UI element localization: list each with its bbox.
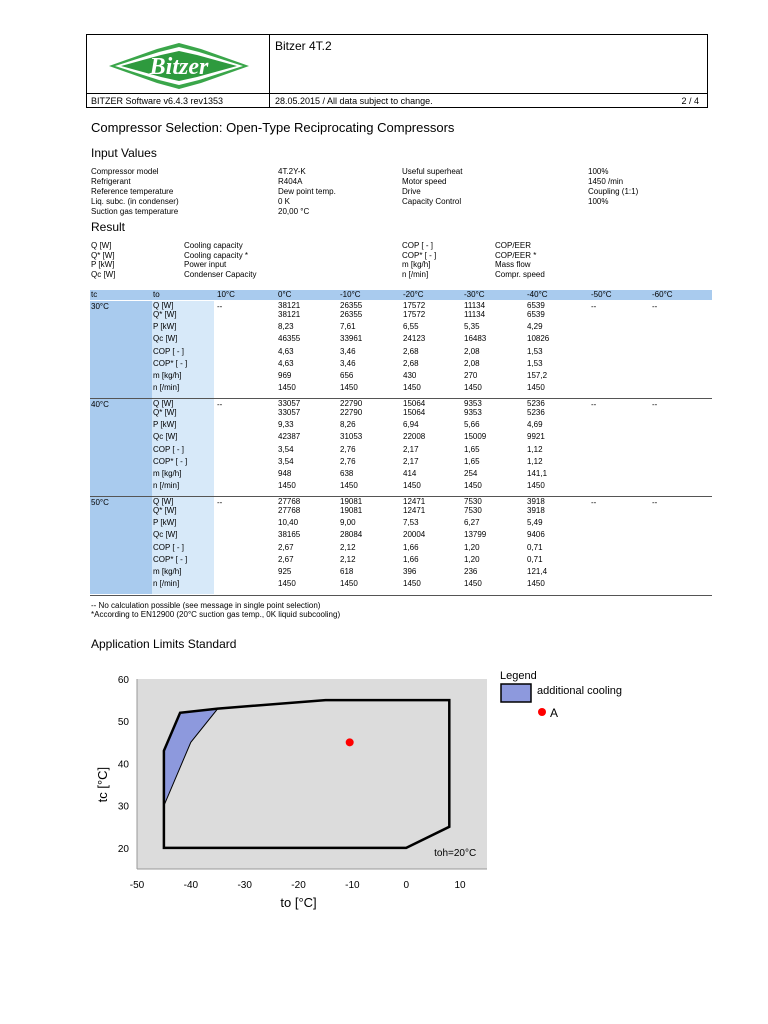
table-cell: 1450 [464, 579, 482, 589]
table-cell: 396 [403, 567, 417, 576]
table-cell: 22790 [340, 408, 363, 417]
table-cell: 1450 [527, 579, 545, 589]
symbol: COP* [ - ] [402, 250, 437, 260]
table-cell: 15064 [403, 399, 426, 408]
legend-marker-point-a [538, 708, 546, 716]
table-cell: 6539 [527, 301, 545, 310]
row-label: COP* [ - ] [153, 358, 188, 368]
symbol: m [kg/h] [402, 260, 431, 269]
table-cell: 11134 [464, 301, 486, 310]
symbol-description: Cooling capacity * [184, 250, 249, 260]
row-label: COP [ - ] [153, 542, 184, 552]
svg-text:Bitzer: Bitzer [149, 54, 209, 80]
legend-label-point-a: A [550, 706, 559, 720]
table-cell: 5,49 [527, 518, 543, 528]
table-cell: 2,67 [278, 554, 294, 564]
y-tick-label: 20 [117, 843, 129, 855]
table-cell: 3,46 [340, 346, 356, 356]
table-cell: 16483 [464, 334, 487, 344]
result-heading: Result [91, 220, 126, 234]
footnote-no-calc: -- No calculation possible (see message in single point selection) [91, 601, 321, 610]
table-cell: 656 [340, 371, 354, 380]
table-cell: 430 [403, 371, 417, 380]
table-cell: 618 [340, 567, 354, 576]
table-cell: 2,08 [464, 346, 480, 356]
footnote-en12900: *According to EN12900 (20°C suction gas temp., 0K liquid subcooling) [91, 610, 341, 619]
table-cell: 12471 [403, 497, 426, 506]
table-cell: 13799 [464, 530, 487, 540]
table-cell: 22790 [340, 399, 363, 408]
row-label: COP* [ - ] [153, 554, 188, 564]
table-cell: 1450 [464, 383, 482, 393]
table-cell: 9,00 [340, 518, 356, 528]
no-calc-cell: -- [591, 302, 597, 311]
symbol: n [/min] [402, 269, 429, 279]
row-label: m [kg/h] [153, 567, 182, 576]
table-cell: 6,27 [464, 518, 480, 528]
table-cell: 8,23 [278, 322, 294, 332]
symbol-description: Mass flow [495, 260, 531, 269]
table-cell: 254 [464, 469, 478, 478]
row-label: m [kg/h] [153, 469, 182, 478]
row-label: P [kW] [153, 322, 177, 332]
input-value: 4T.2Y-K [278, 167, 306, 176]
table-cell: 27768 [278, 506, 301, 515]
table-cell: 17572 [403, 301, 426, 310]
input-value: R404A [278, 177, 303, 186]
table-cell: 121,4 [527, 567, 548, 576]
table-cell: 2,12 [340, 554, 356, 564]
column-header: to [153, 290, 160, 299]
column-header: -50°C [591, 290, 612, 299]
plot-background [137, 679, 487, 869]
table-cell: 157,2 [527, 371, 548, 380]
table-cell: 4,63 [278, 358, 294, 368]
table-cell: 270 [464, 371, 478, 380]
table-cell: 24123 [403, 334, 426, 344]
group-divider [90, 496, 712, 497]
table-cell: 6,55 [403, 322, 419, 332]
table-cell: 1,66 [403, 542, 419, 552]
table-header-row [90, 290, 712, 300]
table-cell: 1,20 [464, 542, 480, 552]
header-divider-vertical [269, 35, 270, 108]
table-cell: 33961 [340, 334, 363, 344]
group-divider [90, 398, 712, 399]
input-value: Coupling (1:1) [588, 187, 639, 196]
table-cell: 17572 [403, 310, 426, 319]
table-cell: 1,20 [464, 554, 480, 564]
table-cell: 1450 [464, 481, 482, 491]
bitzer-logo [109, 43, 249, 89]
column-header: -20°C [403, 290, 424, 299]
no-calc-cell: -- [652, 400, 658, 409]
tc-column-band [90, 301, 152, 398]
table-cell: 8,26 [340, 420, 356, 430]
table-cell: 33057 [278, 408, 301, 417]
x-tick-label: -50 [129, 880, 145, 891]
table-cell: 9353 [464, 399, 482, 408]
table-cell: 9353 [464, 408, 482, 417]
row-label: COP [ - ] [153, 346, 184, 356]
table-cell: 3,54 [278, 444, 294, 454]
table-cell: 33057 [278, 399, 301, 408]
table-cell: 7530 [464, 506, 482, 515]
table-cell: 42387 [278, 432, 301, 442]
input-label: Drive [402, 187, 421, 196]
table-cell: 948 [278, 469, 292, 478]
table-cell: 1450 [403, 383, 421, 393]
table-cell: 31053 [340, 432, 363, 442]
symbol: Q [W] [91, 241, 112, 250]
table-cell: 22008 [403, 432, 426, 442]
table-cell: 38165 [278, 530, 301, 540]
y-tick-label: 40 [117, 759, 129, 771]
table-cell: 5,66 [464, 420, 480, 430]
table-cell: 1,66 [403, 554, 419, 564]
input-value: 0 K [278, 197, 291, 206]
row-label: Q* [W] [153, 408, 177, 417]
input-label: Liq. subc. (in condenser) [91, 197, 179, 206]
table-cell: 26355 [340, 301, 363, 310]
column-header: -60°C [652, 290, 673, 299]
row-label: Q* [W] [153, 506, 177, 515]
table-cell: 38121 [278, 310, 301, 319]
table-cell: 2,08 [464, 358, 480, 368]
table-cell: 2,76 [340, 456, 356, 466]
column-header: -30°C [464, 290, 485, 299]
table-cell: 1450 [340, 383, 358, 393]
table-cell: 12471 [403, 506, 426, 515]
no-calc-cell: -- [217, 302, 223, 311]
input-label: Capacity Control [402, 197, 462, 206]
no-calc-cell: -- [591, 400, 597, 409]
table-cell: 1,12 [527, 456, 543, 466]
table-cell: 4,29 [527, 322, 543, 332]
symbol-description: Condenser Capacity [184, 269, 257, 279]
y-axis-label: tc [°C] [94, 766, 110, 803]
product-title: Bitzer 4T.2 [275, 39, 332, 53]
row-label: Q [W] [153, 399, 174, 408]
table-cell: 1450 [527, 481, 545, 491]
table-cell: 9406 [527, 530, 545, 540]
legend-title: Legend [500, 670, 537, 682]
column-header: 10°C [217, 290, 235, 299]
tc-column-band [90, 497, 152, 594]
symbol: P [kW] [91, 260, 115, 269]
no-calc-cell: -- [652, 302, 658, 311]
input-values-heading: Input Values [91, 146, 157, 160]
table-cell: 10826 [527, 334, 550, 344]
tc-value: 30°C [91, 302, 109, 311]
input-label: Motor speed [402, 177, 447, 186]
legend-swatch-additional-cooling [501, 684, 531, 702]
legend-label-additional-cooling: additional cooling [537, 685, 623, 697]
table-cell: 1,53 [527, 346, 543, 356]
tc-value: 40°C [91, 400, 109, 409]
table-cell: 9,33 [278, 420, 294, 430]
table-cell: 925 [278, 567, 292, 576]
table-cell: 2,68 [403, 358, 419, 368]
y-tick-label: 30 [117, 801, 129, 813]
table-cell: 4,69 [527, 420, 543, 430]
x-axis-label: to [°C] [280, 895, 317, 910]
table-cell: 3,46 [340, 358, 356, 368]
table-cell: 141,1 [527, 469, 548, 478]
table-cell: 7530 [464, 497, 482, 506]
row-label: n [/min] [153, 383, 180, 393]
table-cell: 5236 [527, 399, 545, 408]
row-label: m [kg/h] [153, 371, 182, 380]
y-tick-label: 50 [117, 717, 129, 729]
table-group [90, 301, 712, 399]
input-value: Dew point temp. [278, 187, 336, 196]
x-tick-label: -30 [237, 880, 252, 891]
table-cell: 0,71 [527, 554, 543, 564]
row-label: Q* [W] [153, 310, 177, 319]
input-label: Refrigerant [91, 177, 131, 186]
input-value: 1450 /min [588, 177, 624, 186]
table-cell: 1,12 [527, 444, 543, 454]
input-value: 100% [588, 197, 609, 206]
no-calc-cell: -- [591, 498, 597, 507]
table-cell: 20004 [403, 530, 426, 540]
symbol-description: Cooling capacity [184, 241, 243, 250]
table-cell: 0,71 [527, 542, 543, 552]
column-header: -10°C [340, 290, 361, 299]
result-symbol-legend [91, 241, 711, 281]
column-header: tc [91, 290, 98, 299]
symbol: Q* [W] [91, 250, 115, 260]
table-cell: 3918 [527, 506, 545, 515]
table-bottom-line [90, 595, 712, 596]
x-tick-label: 0 [403, 880, 410, 891]
table-cell: 6,94 [403, 420, 419, 430]
symbol-description: COP/EER * [495, 250, 537, 260]
page-title: Compressor Selection: Open-Type Reciprocating Compressors [91, 120, 455, 135]
y-tick-label: 60 [117, 675, 129, 686]
application-limits-chart [90, 668, 650, 910]
table-cell: 38121 [278, 301, 301, 310]
table-cell: 1,65 [464, 456, 480, 466]
table-cell: 969 [278, 371, 292, 380]
table-cell: 1450 [403, 481, 421, 491]
table-cell: 2,17 [403, 444, 419, 454]
row-label: Q [W] [153, 497, 174, 506]
table-cell: 236 [464, 567, 478, 576]
symbol-description: COP/EER [495, 241, 532, 250]
row-label: n [/min] [153, 481, 180, 491]
table-cell: 6539 [527, 310, 545, 319]
table-cell: 7,53 [403, 518, 419, 528]
tc-column-band [90, 399, 152, 496]
row-label: P [kW] [153, 518, 177, 528]
input-values-table [91, 167, 711, 217]
table-cell: 1450 [340, 579, 358, 589]
table-cell: 638 [340, 469, 354, 478]
table-cell: 19081 [340, 497, 363, 506]
table-cell: 1,53 [527, 358, 543, 368]
table-group [90, 399, 712, 497]
no-calc-cell: -- [217, 498, 223, 507]
column-header: 0°C [278, 290, 292, 299]
table-cell: 27768 [278, 497, 301, 506]
symbol: Qc [W] [91, 269, 116, 279]
row-label: Qc [W] [153, 334, 178, 344]
table-cell: 28084 [340, 530, 363, 540]
column-header: -40°C [527, 290, 548, 299]
date-note: 28.05.2015 / All data subject to change. [275, 96, 433, 106]
input-label: Reference temperature [91, 187, 174, 196]
table-cell: 1450 [278, 481, 296, 491]
table-cell: 15064 [403, 408, 426, 417]
table-cell: 5236 [527, 408, 545, 417]
table-cell: 7,61 [340, 322, 356, 332]
table-cell: 1,65 [464, 444, 480, 454]
table-cell: 11134 [464, 310, 486, 319]
table-cell: 1450 [278, 579, 296, 589]
symbol-description: Power input [184, 260, 227, 269]
x-tick-label: -40 [183, 880, 199, 891]
row-label: P [kW] [153, 420, 177, 430]
table-cell: 1450 [278, 383, 296, 393]
input-value: 20,00 °C [278, 207, 310, 216]
row-label: Qc [W] [153, 530, 178, 540]
table-group [90, 497, 712, 595]
symbol-description: Compr. speed [495, 269, 545, 279]
symbol: COP [ - ] [402, 241, 433, 250]
row-label: Q [W] [153, 301, 174, 310]
table-cell: 1450 [340, 481, 358, 491]
input-label: Useful superheat [402, 167, 463, 176]
table-cell: 4,63 [278, 346, 294, 356]
table-cell: 2,67 [278, 542, 294, 552]
table-cell: 2,17 [403, 456, 419, 466]
input-label: Suction gas temperature [91, 207, 179, 216]
table-cell: 9921 [527, 432, 545, 442]
table-cell: 1450 [403, 579, 421, 589]
row-label: Qc [W] [153, 432, 178, 442]
x-tick-label: 10 [454, 880, 466, 891]
table-cell: 3918 [527, 497, 545, 506]
table-cell: 15009 [464, 432, 487, 442]
tc-value: 50°C [91, 498, 109, 507]
application-limits-heading: Application Limits Standard [91, 637, 237, 651]
no-calc-cell: -- [217, 400, 223, 409]
table-cell: 19081 [340, 506, 363, 515]
input-label: Compressor model [91, 167, 159, 176]
input-value: 100% [588, 167, 609, 176]
software-version: BITZER Software v6.4.3 rev1353 [91, 96, 224, 106]
table-cell: 2,68 [403, 346, 419, 356]
table-cell: 3,54 [278, 456, 294, 466]
table-cell: 2,76 [340, 444, 356, 454]
row-label: COP* [ - ] [153, 456, 188, 466]
table-cell: 46355 [278, 334, 301, 344]
table-cell: 5,35 [464, 322, 480, 332]
table-cell: 414 [403, 469, 417, 478]
suction-temp-annotation: toh=20°C [434, 848, 477, 859]
row-label: n [/min] [153, 579, 180, 589]
x-tick-label: -20 [291, 880, 306, 891]
table-cell: 26355 [340, 310, 363, 319]
table-cell: 1450 [527, 383, 545, 393]
header-divider-horizontal [87, 93, 707, 94]
header-box [86, 34, 708, 108]
x-tick-label: -10 [345, 880, 360, 891]
operating-point-a [346, 738, 354, 746]
page-number: 2 / 4 [681, 96, 699, 106]
table-cell: 10,40 [278, 518, 299, 528]
table-cell: 2,12 [340, 542, 356, 552]
row-label: COP [ - ] [153, 444, 184, 454]
no-calc-cell: -- [652, 498, 658, 507]
